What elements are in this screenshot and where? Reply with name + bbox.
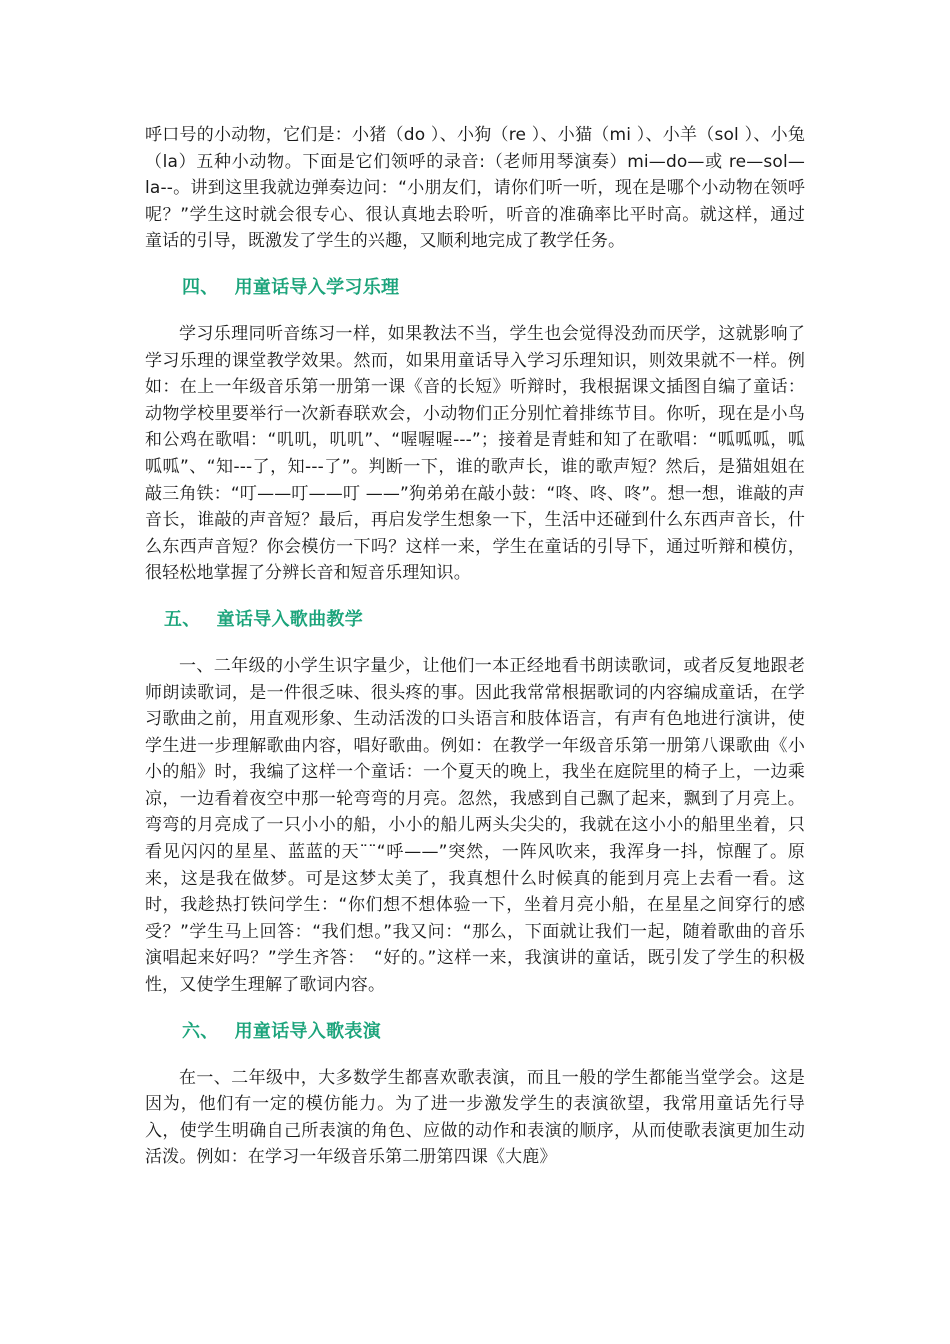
section-5-heading (145, 607, 805, 633)
section-6-heading (145, 1019, 805, 1045)
section-4-number: 四、 (182, 276, 219, 298)
section-4-paragraph: 学习乐理同听音练习一样，如果教法不当，学生也会觉得没劲而厌学，这就影响了学习乐理的课堂教学效果。然而，如果用童话导入学习乐理知识，则效果就不一样。例如：在上一年级音乐第一册第一课《音的长短》听辩时，我根据课文插图自编了童话：动物学校里要举行一次新春联欢会，小动物们正分别忙着排练节目。你听，现在是小鸟和公鸡在歌唱：“叽叽，叽叽”、“喔喔喔---”；接着是青蛙和知了在歌唱：“呱呱呱，呱呱呱”、“知---了，知---了”。判断一下，谁的歌声长，谁的歌声短？然后，是猫姐姐在敲三角铁：“叮——叮——叮 ——”狗弟弟在敲小鼓：“咚、咚、咚”。想一想，谁敲的声音长，谁敲的声音短？最后，再启发学生想象一下，生活中还碰到什么东西声音长，什么东西声音短？你会模仿一下吗？这样一来，学生在童话的引导下，通过听辩和模仿，很轻松地掌握了分辨长音和短音乐理知识。 (145, 323, 805, 584)
intro-paragraph: 呼口号的小动物，它们是：小猪（do ）、小狗（re ）、小猫（mi ）、小羊（sol ）、小兔（la）五种小动物。下面是它们领呼的录音:（老师用琴演奏）mi—do—或 re—sol—la--。讲到这里我就边弹奏边问：“小朋友们，请你们听一听，现在是哪个小动物在领呼呢？”学生这时就会很专心、很认真地去聆听，听音的准确率比平时高。就这样，通过童话的引导，既激发了学生的兴趣，又顺利地完成了教学任务。 (145, 125, 805, 252)
document-body (145, 122, 805, 1171)
section-5-paragraph: 一、二年级的小学生识字量少，让他们一本正经地看书朗读歌词，或者反复地跟老师朗读歌词，是一件很乏味、很头疼的事。因此我常常根据歌词的内容编成童话，在学习歌曲之前，用直观形象、生动活泼的口头语言和肢体语言，有声有色地进行演讲，使学生进一步理解歌曲内容，唱好歌曲。例如：在教学一年级音乐第一册第八课歌曲《小小的船》时，我编了这样一个童话：一个夏天的晚上，我坐在庭院里的椅子上，一边乘凉，一边看着夜空中那一轮弯弯的月亮。忽然，我感到自己飘了起来，飘到了月亮上。弯弯的月亮成了一只小小的船，小小的船儿两头尖尖的，我就在这小小的船里坐着，只看见闪闪的星星、蓝蓝的天¨¨“呼——”突然，一阵风吹来，我浑身一抖，惊醒了。原来，这是我在做梦。可是这梦太美了，我真想什么时候真的能到月亮上去看一看。这时，我趁热打铁问学生：“你们想不想体验一下，坐着月亮小船，在星星之间穿行的感受？”学生马上回答：“我们想。”我又问：“那么，下面就让我们一起，随着歌曲的音乐演唱起来好吗？”学生齐答： “好的。”这样一来，我演讲的童话，既引发了学生的积极性，又使学生理解了歌词内容。 (145, 655, 805, 996)
section-5-title: 童话导入歌曲教学 (216, 608, 364, 630)
section-5-number: 五、 (164, 608, 201, 630)
section-4-title: 用童话导入学习乐理 (234, 276, 400, 298)
section-4-heading (145, 275, 805, 301)
section-6-paragraph: 在一、二年级中，大多数学生都喜欢歌表演，而且一般的学生都能当堂学会。这是因为，他们有一定的模仿能力。为了进一步激发学生的表演欲望，我常用童话先行导入，使学生明确自己所表演的角色、应做的动作和表演的顺序，从而使歌表演更加生动活泼。例如：在学习一年级音乐第二册第四课《大鹿》 (145, 1067, 805, 1168)
section-6-title: 用童话导入歌表演 (234, 1020, 382, 1042)
section-6-number: 六、 (182, 1020, 219, 1042)
